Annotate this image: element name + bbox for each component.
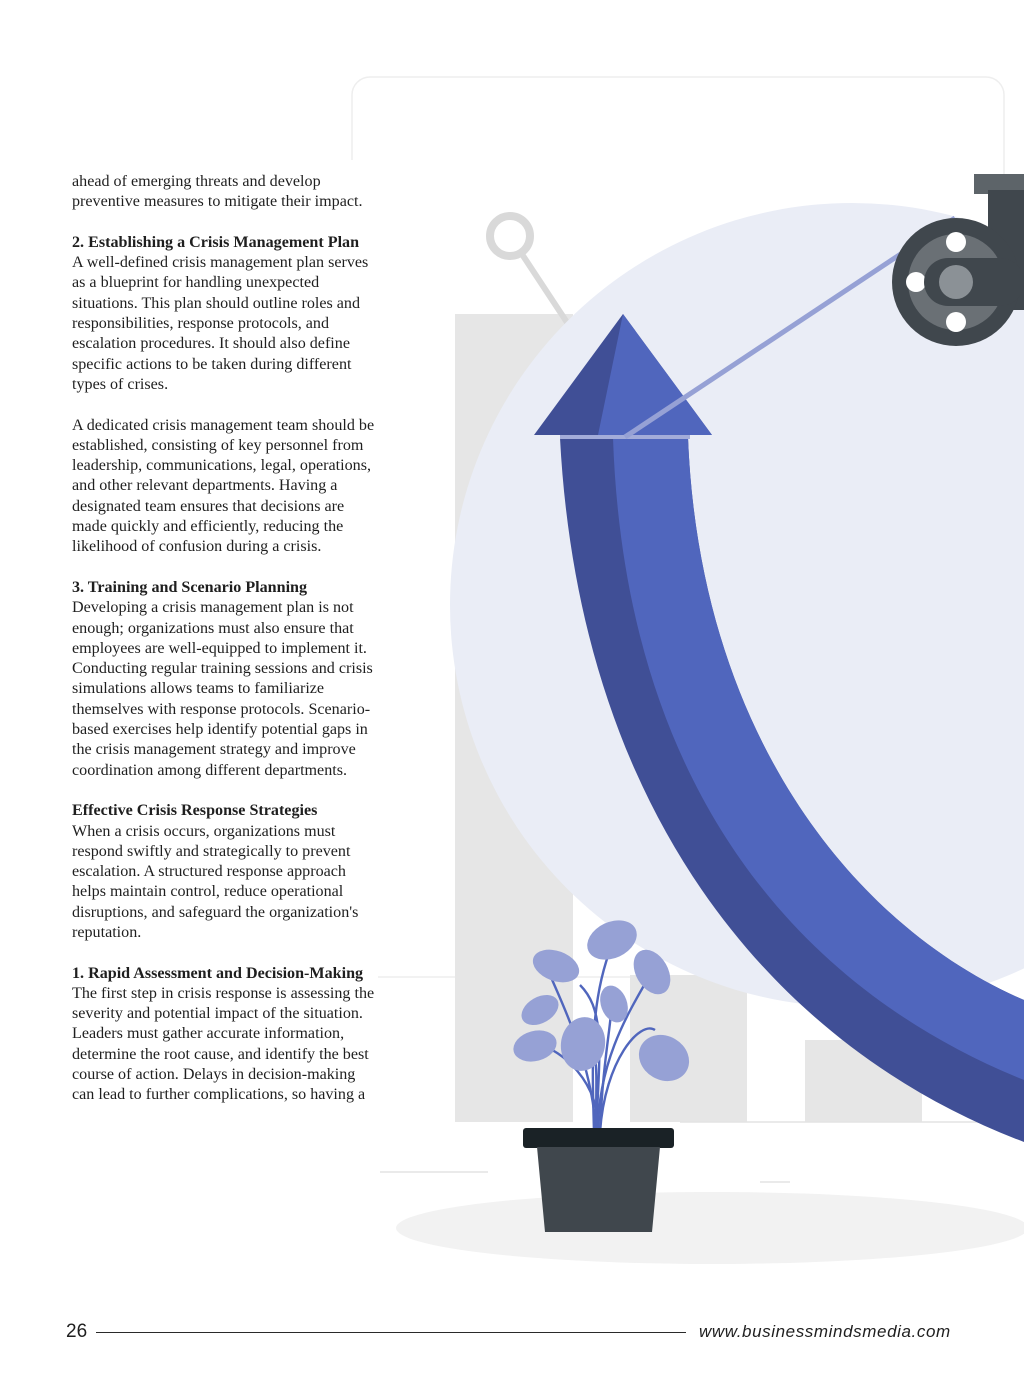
website-link[interactable]: www.businessmindsmedia.com xyxy=(699,1322,951,1341)
section-heading-crisis-plan: 2. Establishing a Crisis Management Plan xyxy=(72,233,360,251)
section-heading-training: 3. Training and Scenario Planning xyxy=(72,578,308,596)
section-heading-rapid-assessment: 1. Rapid Assessment and Decision-Making xyxy=(72,964,364,982)
crisis-plan-paragraph-2: A dedicated crisis management team should be established, consisting of key personnel from leadership, communications, legal, operations, and other relevant departments. Having a designated team ensures that decisions are made quickly and efficiently, reducing the likelihood of confusion during a crisis. xyxy=(72,416,375,556)
strategies-paragraph: When a crisis occurs, organizations must respond swiftly and strategically to prevent escalation. A structured response approach helps maintain control, reduce operational disruptions, and safeguard the organization's reputation. xyxy=(72,822,359,941)
rapid-assessment-paragraph: The first step in crisis response is assessing the severity and potential impact of the situation. Leaders must gather accurate information, determine the root cause, and identify the best course of action. Delays in decision-making can lead to further complications, so having a xyxy=(72,984,375,1104)
article-body xyxy=(72,172,377,1106)
page-number: 26 xyxy=(66,1321,88,1342)
section-heading-strategies: Effective Crisis Response Strategies xyxy=(72,802,318,820)
training-paragraph: Developing a crisis management plan is not enough; organizations must also ensure that employees are well-equipped to implement it. Conducting regular training sessions and crisis simulations allows teams to familiarize themselves with response protocols. Scenario-based exercises help identify potential gaps in the crisis management strategy and improve coordination among different departments. xyxy=(72,599,373,779)
intro-paragraph: ahead of emerging threats and develop preventive measures to mitigate their impact. xyxy=(72,173,363,211)
floor-shadow xyxy=(396,1192,1024,1264)
page-footer xyxy=(0,1318,1024,1348)
crisis-plan-paragraph-1: A well-defined crisis management plan serves as a blueprint for handling unexpected situations. This plan should outline roles and responsibilities, response protocols, and escalation procedures. It should also define specific actions to be taken during different types of crises. xyxy=(72,254,369,393)
footer-divider xyxy=(96,1332,686,1333)
